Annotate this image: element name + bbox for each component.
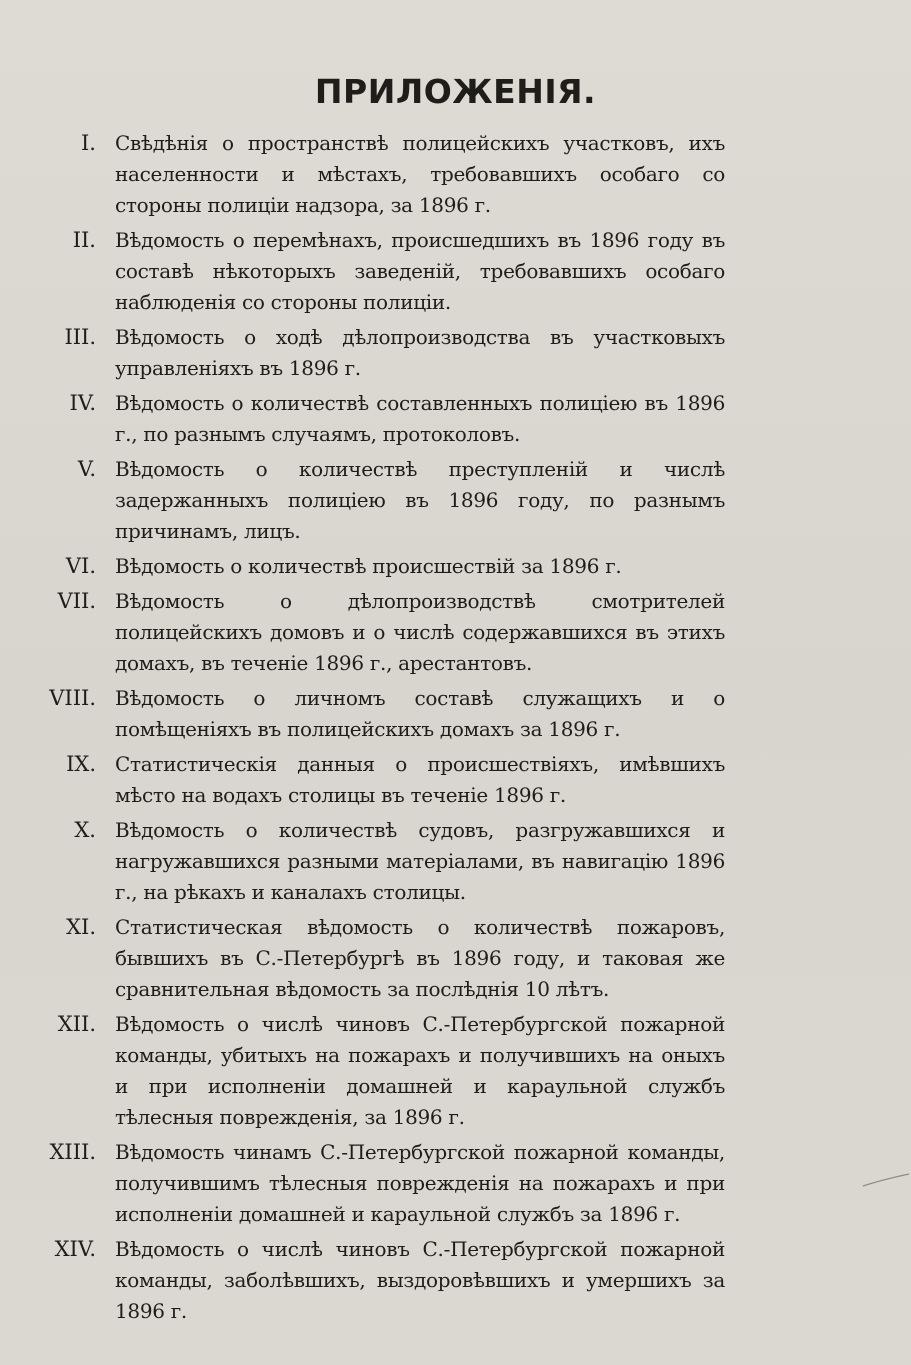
appendix-entry — [0, 683, 911, 745]
appendix-text: Вѣдомость о количествѣ преступленій и числѣ задержанныхъ полиціею въ 1896 году, по разнымъ причинамъ, лицъ. — [115, 457, 725, 543]
appendix-text: Вѣдомость о дѣлопроизводствѣ смотрителей полицейскихъ домовъ и о числѣ содержавшихся въ этихъ домахъ, въ теченіе 1896 г., арестантовъ. — [115, 589, 725, 675]
appendix-numeral: XII. — [57, 1012, 96, 1036]
appendix-numeral: XI. — [66, 915, 96, 939]
appendix-numeral: II. — [72, 228, 96, 252]
page-title: ПРИЛОЖЕНІЯ. — [314, 72, 597, 111]
appendix-entry — [0, 322, 911, 384]
appendix-entry — [0, 1137, 911, 1230]
appendix-entry — [0, 815, 911, 908]
appendix-text: Вѣдомость о перемѣнахъ, происшедшихъ въ 1896 году въ составѣ нѣкоторыхъ заведеній, требовавшихъ особаго наблюденія со стороны полиціи. — [115, 228, 725, 314]
appendix-list — [0, 128, 911, 1331]
appendix-text: Вѣдомость о числѣ чиновъ С.-Петербургской пожарной команды, убитыхъ на пожарахъ и получившихъ на оныхъ и при исполненіи домашней и караульной службъ тѣлесныя поврежденія, за 1896 г. — [115, 1012, 725, 1129]
appendix-entry — [0, 454, 911, 547]
appendix-text: Вѣдомость о количествѣ происшествій за 1896 г. — [115, 554, 622, 578]
appendix-numeral: III. — [64, 325, 96, 349]
appendix-numeral: VI. — [65, 554, 96, 578]
appendix-numeral: X. — [74, 818, 96, 842]
appendix-numeral: VIII. — [49, 686, 96, 710]
appendix-entry — [0, 1234, 911, 1327]
appendix-entry — [0, 1009, 911, 1133]
appendix-entry — [0, 586, 911, 679]
appendix-entry — [0, 912, 911, 1005]
appendix-numeral: V. — [77, 457, 96, 481]
paper-scratch-mark — [861, 1172, 911, 1188]
appendix-text: Вѣдомость чинамъ С.-Петербургской пожарной команды, получившимъ тѣлесныя поврежденія на пожарахъ и при исполненіи домашней и караульной службъ за 1896 г. — [115, 1140, 725, 1226]
appendix-numeral: IX. — [66, 752, 96, 776]
appendix-entry — [0, 551, 911, 582]
appendix-entry — [0, 388, 911, 450]
appendix-numeral: XIII. — [49, 1140, 96, 1164]
appendix-numeral: I. — [81, 131, 96, 155]
appendix-entry — [0, 128, 911, 221]
appendix-numeral: XIV. — [54, 1237, 96, 1261]
appendix-text: Свѣдѣнія о пространствѣ полицейскихъ участковъ, ихъ населенности и мѣстахъ, требовавшихъ особаго со стороны полиціи надзора, за 1896 г. — [115, 131, 725, 217]
appendix-text: Статистическія данныя о происшествіяхъ, имѣвшихъ мѣсто на водахъ столицы въ теченіе 1896 г. — [115, 752, 725, 807]
appendix-text: Вѣдомость о ходѣ дѣлопроизводства въ участковыхъ управленіяхъ въ 1896 г. — [115, 325, 725, 380]
appendix-entry — [0, 225, 911, 318]
appendix-text: Вѣдомость о количествѣ судовъ, разгружавшихся и нагружавшихся разными матеріалами, въ навигацію 1896 г., на рѣкахъ и каналахъ столицы. — [115, 818, 725, 904]
appendix-text: Статистическая вѣдомость о количествѣ пожаровъ, бывшихъ въ С.-Петербургѣ въ 1896 году, и таковая же сравнительная вѣдомость за послѣднія 10 лѣтъ. — [115, 915, 725, 1001]
appendix-numeral: VII. — [57, 589, 96, 613]
appendix-entry — [0, 749, 911, 811]
appendix-text: Вѣдомость о количествѣ составленныхъ полиціею въ 1896 г., по разнымъ случаямъ, протоколовъ. — [115, 391, 725, 446]
appendix-text: Вѣдомость о личномъ составѣ служащихъ и о помѣщеніяхъ въ полицейскихъ домахъ за 1896 г. — [115, 686, 725, 741]
appendix-text: Вѣдомость о числѣ чиновъ С.-Петербургской пожарной команды, заболѣвшихъ, выздоровѣвшихъ и умершихъ за 1896 г. — [115, 1237, 725, 1323]
appendix-numeral: IV. — [69, 391, 96, 415]
